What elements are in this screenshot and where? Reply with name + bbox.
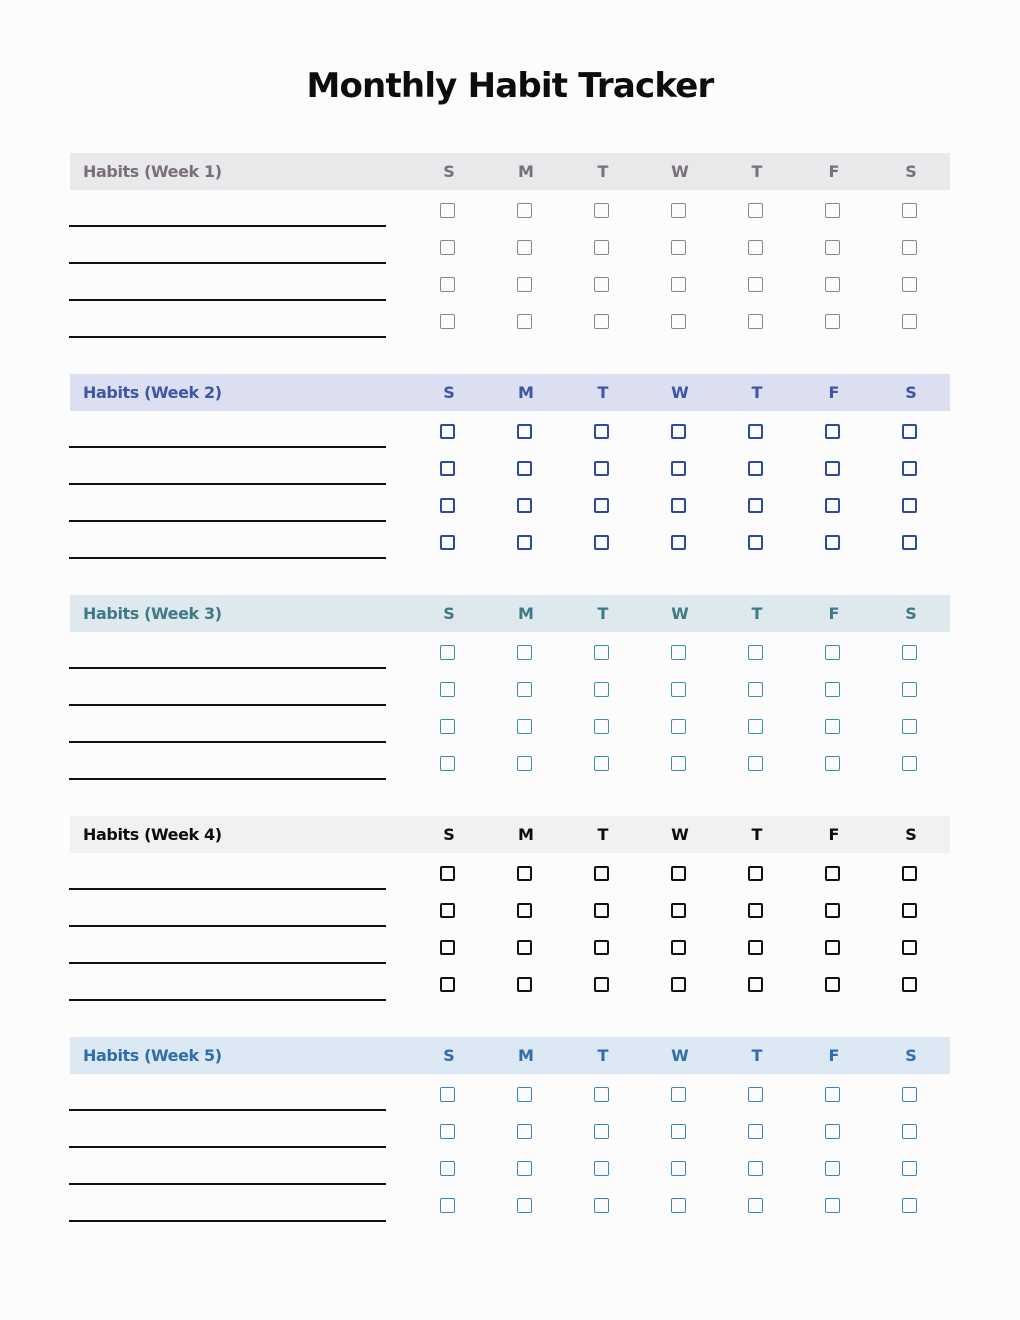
habit-checkbox[interactable] xyxy=(440,277,455,292)
habit-checkbox[interactable] xyxy=(594,719,609,734)
habit-name-line[interactable] xyxy=(69,1146,386,1148)
week-section-5 xyxy=(70,1037,950,1222)
habit-checkbox[interactable] xyxy=(594,461,609,476)
week-header xyxy=(70,816,950,853)
habit-checkbox[interactable] xyxy=(902,940,917,955)
habit-checkbox[interactable] xyxy=(517,903,532,918)
habit-checkbox[interactable] xyxy=(825,314,840,329)
habit-checkbox[interactable] xyxy=(671,535,686,550)
habit-checkbox[interactable] xyxy=(902,277,917,292)
habit-checkbox[interactable] xyxy=(440,903,455,918)
habit-checkbox[interactable] xyxy=(748,719,763,734)
habit-checkbox[interactable] xyxy=(440,977,455,992)
habit-checkbox[interactable] xyxy=(825,535,840,550)
day-label: W xyxy=(671,604,689,623)
habit-checkbox[interactable] xyxy=(671,940,686,955)
habit-checkbox[interactable] xyxy=(594,240,609,255)
habit-checkbox[interactable] xyxy=(902,645,917,660)
day-label: F xyxy=(828,383,840,402)
habit-checkbox[interactable] xyxy=(902,903,917,918)
day-label: M xyxy=(518,604,534,623)
habit-checkbox[interactable] xyxy=(748,903,763,918)
habit-checkbox[interactable] xyxy=(902,203,917,218)
habit-checkbox[interactable] xyxy=(748,645,763,660)
habit-checkbox[interactable] xyxy=(902,682,917,697)
habit-name-line[interactable] xyxy=(69,1109,386,1111)
day-label: T xyxy=(751,162,763,181)
habit-checkbox[interactable] xyxy=(517,461,532,476)
day-label: T xyxy=(751,383,763,402)
habit-checkbox[interactable] xyxy=(594,977,609,992)
habit-checkbox[interactable] xyxy=(671,314,686,329)
day-label: F xyxy=(828,162,840,181)
habit-checkbox[interactable] xyxy=(594,1198,609,1213)
habit-checkbox[interactable] xyxy=(517,1124,532,1139)
habit-checkbox[interactable] xyxy=(440,1124,455,1139)
day-label: M xyxy=(518,162,534,181)
day-label: M xyxy=(518,383,534,402)
habit-name-line[interactable] xyxy=(69,962,386,964)
habit-checkbox[interactable] xyxy=(748,682,763,697)
week-header xyxy=(70,1037,950,1074)
habit-checkbox[interactable] xyxy=(671,1198,686,1213)
habit-checkbox[interactable] xyxy=(825,203,840,218)
habit-checkbox[interactable] xyxy=(902,240,917,255)
habit-name-line[interactable] xyxy=(69,225,386,227)
habit-checkbox[interactable] xyxy=(440,866,455,881)
habit-checkbox[interactable] xyxy=(517,240,532,255)
habit-name-line[interactable] xyxy=(69,1220,386,1222)
habit-checkbox[interactable] xyxy=(594,498,609,513)
day-label: S xyxy=(905,604,917,623)
habit-checkbox[interactable] xyxy=(902,424,917,439)
habit-checkbox[interactable] xyxy=(440,461,455,476)
habit-checkbox[interactable] xyxy=(671,719,686,734)
habit-checkbox[interactable] xyxy=(825,1124,840,1139)
habit-checkbox[interactable] xyxy=(594,203,609,218)
day-label: T xyxy=(751,1046,763,1065)
habit-checkbox[interactable] xyxy=(671,424,686,439)
day-label: S xyxy=(905,1046,917,1065)
habit-checkbox[interactable] xyxy=(594,682,609,697)
habit-checkbox[interactable] xyxy=(825,645,840,660)
habit-name-line[interactable] xyxy=(69,1183,386,1185)
habit-checkbox[interactable] xyxy=(671,498,686,513)
habit-checkbox[interactable] xyxy=(748,1124,763,1139)
habit-checkbox[interactable] xyxy=(825,240,840,255)
habit-checkbox[interactable] xyxy=(902,1124,917,1139)
week-header xyxy=(70,153,950,190)
habit-checkbox[interactable] xyxy=(594,535,609,550)
habit-checkbox[interactable] xyxy=(517,1087,532,1102)
habit-name-line[interactable] xyxy=(69,778,386,780)
habit-checkbox[interactable] xyxy=(825,1087,840,1102)
week-section-4 xyxy=(70,816,950,1001)
habit-name-line[interactable] xyxy=(69,483,386,485)
habit-checkbox[interactable] xyxy=(748,277,763,292)
habit-checkbox[interactable] xyxy=(594,903,609,918)
habit-checkbox[interactable] xyxy=(517,866,532,881)
day-label: T xyxy=(597,825,609,844)
habit-checkbox[interactable] xyxy=(594,314,609,329)
habit-name-line[interactable] xyxy=(69,999,386,1001)
habit-checkbox[interactable] xyxy=(748,977,763,992)
habit-checkbox[interactable] xyxy=(902,314,917,329)
day-label: W xyxy=(671,383,689,402)
habit-checkbox[interactable] xyxy=(748,1087,763,1102)
habit-checkbox[interactable] xyxy=(825,903,840,918)
habit-checkbox[interactable] xyxy=(902,756,917,771)
habit-checkbox[interactable] xyxy=(825,461,840,476)
habit-checkbox[interactable] xyxy=(440,498,455,513)
habit-checkbox[interactable] xyxy=(825,424,840,439)
habit-checkbox[interactable] xyxy=(902,1087,917,1102)
day-label: T xyxy=(751,825,763,844)
habit-checkbox[interactable] xyxy=(440,940,455,955)
habit-checkbox[interactable] xyxy=(440,719,455,734)
page-title: Monthly Habit Tracker xyxy=(306,66,714,106)
habit-name-line[interactable] xyxy=(69,520,386,522)
habit-checkbox[interactable] xyxy=(671,461,686,476)
habit-checkbox[interactable] xyxy=(902,535,917,550)
week-header xyxy=(70,595,950,632)
habit-checkbox[interactable] xyxy=(671,756,686,771)
day-label: S xyxy=(443,162,455,181)
habit-checkbox[interactable] xyxy=(517,1198,532,1213)
day-label: S xyxy=(443,825,455,844)
habit-checkbox[interactable] xyxy=(440,1161,455,1176)
habit-checkbox[interactable] xyxy=(594,424,609,439)
habit-name-line[interactable] xyxy=(69,446,386,448)
week-section-1 xyxy=(70,153,950,338)
day-label: M xyxy=(518,1046,534,1065)
habit-checkbox[interactable] xyxy=(825,756,840,771)
habit-checkbox[interactable] xyxy=(440,314,455,329)
day-label: S xyxy=(905,383,917,402)
habit-checkbox[interactable] xyxy=(671,203,686,218)
habit-checkbox[interactable] xyxy=(825,940,840,955)
habit-checkbox[interactable] xyxy=(748,1198,763,1213)
habit-checkbox[interactable] xyxy=(517,1161,532,1176)
habit-checkbox[interactable] xyxy=(594,645,609,660)
day-label: M xyxy=(518,825,534,844)
habit-checkbox[interactable] xyxy=(902,1161,917,1176)
habit-checkbox[interactable] xyxy=(748,940,763,955)
habit-checkbox[interactable] xyxy=(440,756,455,771)
day-label: S xyxy=(905,825,917,844)
day-label: F xyxy=(828,825,840,844)
habit-checkbox[interactable] xyxy=(748,535,763,550)
habit-checkbox[interactable] xyxy=(594,1161,609,1176)
habit-name-line[interactable] xyxy=(69,704,386,706)
habit-checkbox[interactable] xyxy=(671,240,686,255)
habit-checkbox[interactable] xyxy=(671,903,686,918)
habit-checkbox[interactable] xyxy=(902,977,917,992)
habit-checkbox[interactable] xyxy=(517,719,532,734)
day-label: S xyxy=(443,1046,455,1065)
habit-name-line[interactable] xyxy=(69,888,386,890)
habit-checkbox[interactable] xyxy=(671,1161,686,1176)
habit-checkbox[interactable] xyxy=(825,277,840,292)
habit-checkbox[interactable] xyxy=(671,1124,686,1139)
habit-checkbox[interactable] xyxy=(748,461,763,476)
habit-checkbox[interactable] xyxy=(517,203,532,218)
habit-checkbox[interactable] xyxy=(440,535,455,550)
habit-checkbox[interactable] xyxy=(748,866,763,881)
habit-checkbox[interactable] xyxy=(517,645,532,660)
day-label: W xyxy=(671,1046,689,1065)
habit-checkbox[interactable] xyxy=(440,240,455,255)
habit-name-line[interactable] xyxy=(69,557,386,559)
habit-checkbox[interactable] xyxy=(517,940,532,955)
habit-checkbox[interactable] xyxy=(748,240,763,255)
week-header xyxy=(70,374,950,411)
habit-checkbox[interactable] xyxy=(825,1161,840,1176)
day-label: T xyxy=(597,1046,609,1065)
habit-checkbox[interactable] xyxy=(825,866,840,881)
habit-checkbox[interactable] xyxy=(594,940,609,955)
habit-checkbox[interactable] xyxy=(440,203,455,218)
habit-checkbox[interactable] xyxy=(594,1087,609,1102)
habit-checkbox[interactable] xyxy=(671,1087,686,1102)
day-label: T xyxy=(597,604,609,623)
habit-checkbox[interactable] xyxy=(517,424,532,439)
habit-name-line[interactable] xyxy=(69,262,386,264)
habit-checkbox[interactable] xyxy=(671,866,686,881)
habit-checkbox[interactable] xyxy=(517,682,532,697)
habit-checkbox[interactable] xyxy=(748,314,763,329)
day-label: S xyxy=(443,383,455,402)
habit-checkbox[interactable] xyxy=(825,977,840,992)
habit-checkbox[interactable] xyxy=(825,719,840,734)
day-label: S xyxy=(905,162,917,181)
habit-checkbox[interactable] xyxy=(902,719,917,734)
habit-checkbox[interactable] xyxy=(825,1198,840,1213)
habit-checkbox[interactable] xyxy=(748,424,763,439)
habit-checkbox[interactable] xyxy=(748,756,763,771)
habit-checkbox[interactable] xyxy=(748,498,763,513)
habit-checkbox[interactable] xyxy=(440,645,455,660)
habit-checkbox[interactable] xyxy=(517,498,532,513)
habit-checkbox[interactable] xyxy=(825,498,840,513)
habit-checkbox[interactable] xyxy=(517,314,532,329)
habit-checkbox[interactable] xyxy=(517,756,532,771)
habit-checkbox[interactable] xyxy=(440,1087,455,1102)
habit-checkbox[interactable] xyxy=(671,682,686,697)
day-label: F xyxy=(828,1046,840,1065)
habit-checkbox[interactable] xyxy=(671,645,686,660)
week-label: Habits (Week 3) xyxy=(83,604,222,623)
habit-checkbox[interactable] xyxy=(440,1198,455,1213)
day-label: F xyxy=(828,604,840,623)
week-label: Habits (Week 4) xyxy=(83,825,222,844)
habit-name-line[interactable] xyxy=(69,299,386,301)
habit-checkbox[interactable] xyxy=(902,1198,917,1213)
habit-checkbox[interactable] xyxy=(671,277,686,292)
day-label: T xyxy=(597,162,609,181)
week-label: Habits (Week 1) xyxy=(83,162,222,181)
habit-name-line[interactable] xyxy=(69,925,386,927)
habit-checkbox[interactable] xyxy=(440,682,455,697)
habit-checkbox[interactable] xyxy=(671,977,686,992)
habit-name-line[interactable] xyxy=(69,667,386,669)
habit-checkbox[interactable] xyxy=(517,977,532,992)
habit-checkbox[interactable] xyxy=(825,682,840,697)
week-label: Habits (Week 2) xyxy=(83,383,222,402)
habit-checkbox[interactable] xyxy=(594,277,609,292)
habit-checkbox[interactable] xyxy=(902,866,917,881)
habit-checkbox[interactable] xyxy=(902,498,917,513)
day-label: W xyxy=(671,162,689,181)
week-section-2 xyxy=(70,374,950,559)
week-section-3 xyxy=(70,595,950,780)
habit-checkbox[interactable] xyxy=(902,461,917,476)
day-label: S xyxy=(443,604,455,623)
habit-name-line[interactable] xyxy=(69,741,386,743)
habit-checkbox[interactable] xyxy=(748,1161,763,1176)
day-label: W xyxy=(671,825,689,844)
week-label: Habits (Week 5) xyxy=(83,1046,222,1065)
habit-checkbox[interactable] xyxy=(517,277,532,292)
habit-checkbox[interactable] xyxy=(748,203,763,218)
habit-checkbox[interactable] xyxy=(594,866,609,881)
habit-checkbox[interactable] xyxy=(594,756,609,771)
habit-checkbox[interactable] xyxy=(517,535,532,550)
habit-checkbox[interactable] xyxy=(594,1124,609,1139)
habit-name-line[interactable] xyxy=(69,336,386,338)
day-label: T xyxy=(751,604,763,623)
day-label: T xyxy=(597,383,609,402)
habit-checkbox[interactable] xyxy=(440,424,455,439)
